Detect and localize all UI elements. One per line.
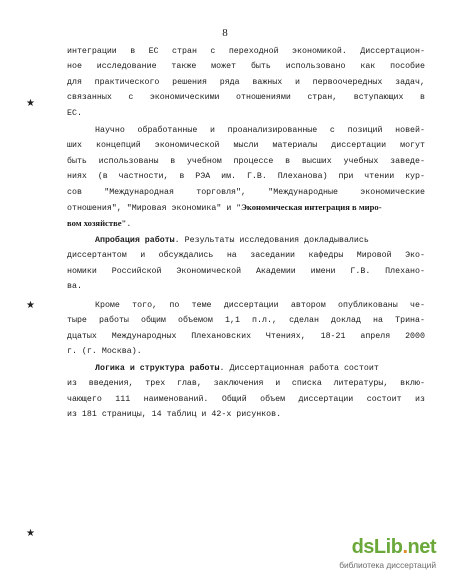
text-line: номики Российской Экономической Академии имени Г.В. Плехано- xyxy=(67,266,425,276)
logo-dot: . xyxy=(402,536,408,558)
paragraph-4 xyxy=(67,298,425,360)
logo-text: dsLib xyxy=(351,536,403,558)
text-line: сов "Международная торговля", "Международные экономические xyxy=(67,187,425,197)
dslib-logo xyxy=(352,536,436,559)
paragraph-1 xyxy=(67,44,425,121)
text-line xyxy=(67,216,425,232)
margin-mark: ★ xyxy=(26,300,35,311)
paragraph-approbation xyxy=(67,233,425,295)
paragraph-2 xyxy=(67,123,425,233)
text-line: чающего 111 наименований. Общий объем диссертации состоит из xyxy=(67,394,425,404)
text-line: диссертантом и обсуждались на заседании кафедры Мировой Эко- xyxy=(67,251,425,261)
text-line: тыре работы общим объемом 1,1 п.л., сделан доклад на Трина- xyxy=(67,316,425,326)
text-line: связанных с экономическими отношениями стран, вступающих в xyxy=(67,93,425,103)
text-line: ное исследование также может быть использовано как пособие xyxy=(67,62,425,72)
text-line: ших концепций экономической мысли материалы диссертации могут xyxy=(67,141,425,151)
text-line: Кроме того, по теме диссертации автором опубликованы че- xyxy=(95,301,425,310)
section-heading: Логика и структура работы xyxy=(95,364,220,373)
watermark xyxy=(326,536,436,576)
paragraph-structure xyxy=(67,361,425,423)
text-line xyxy=(67,200,425,216)
bold-course-title: "Экономическая интеграция в миро- xyxy=(236,202,382,213)
text-line: из введения, трех глав, заключения и списка литературы, вклю- xyxy=(67,379,425,389)
section-heading: Апробация работы xyxy=(95,236,175,245)
text-line: ниях (в частности, в РЭА им. Г.В. Плеханова) при чтении кур- xyxy=(67,172,425,182)
text-line xyxy=(67,233,425,248)
text-segment: отношения", "Мировая экономика" и xyxy=(67,204,237,214)
margin-mark: ★ xyxy=(26,528,35,539)
text-line xyxy=(67,361,425,376)
text-segment: . Результаты исследования докладывались xyxy=(174,236,369,245)
text-segment: . xyxy=(126,220,132,230)
logo-text: net xyxy=(407,536,436,558)
text-line: быть использованы в учебном процессе в высших учебных заведе- xyxy=(67,156,425,166)
text-line: ва. xyxy=(67,282,82,292)
text-line: интеграции в ЕС стран с переходной экономикой. Диссертацион- xyxy=(67,47,425,56)
text-line: Научно обработанные и проанализированные с позиций новей- xyxy=(95,126,425,135)
page-number: 8 xyxy=(222,27,228,39)
margin-mark: ★ xyxy=(26,98,35,109)
text-line: для практического решения ряда важных и первоочередных задач, xyxy=(67,77,425,87)
text-line: ЕС. xyxy=(67,108,82,118)
text-line: дцатых Международных Плехановских Чтениях, 18-21 апреля 2000 xyxy=(67,331,425,341)
text-segment: . Диссертационная работа состоит xyxy=(219,364,379,373)
text-line: г. (г. Москва). xyxy=(67,347,142,357)
watermark-subtitle: библиотека диссертаций xyxy=(339,560,436,570)
text-line: из 181 страницы, 14 таблиц и 42-х рисунков. xyxy=(67,410,282,420)
bold-course-title-end: вом хозяйстве" xyxy=(67,218,127,229)
